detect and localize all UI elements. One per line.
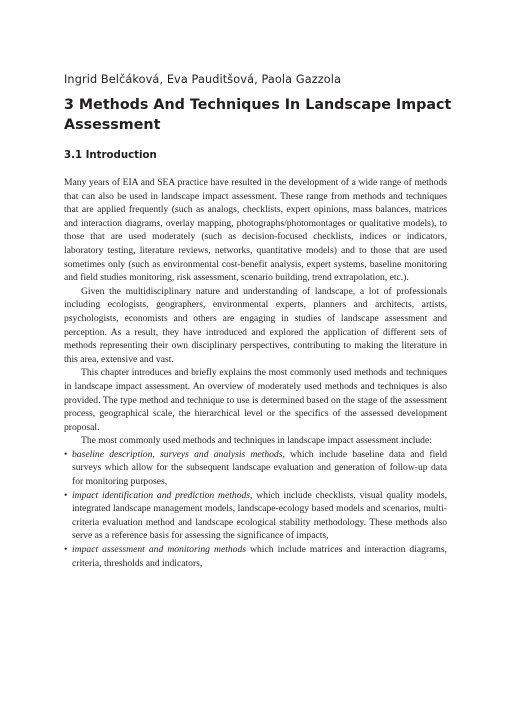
list-item	[64, 543, 447, 570]
paragraph: Given the multidisciplinary nature and understanding of landscape, a lot of professionals including ecologists, geographers, environmental experts, planners and architects, artists, psychologists, economists and others are engaging in studies of landscape assessment and perception. As a result, they have introduced and explored the application of different sets of methods representing their own disciplinary perspectives, contributing to making the literature in this area, extensive and vast.	[64, 285, 447, 365]
list-item-text: which include matrices and interaction diagrams, criteria, thresholds and indicators,	[72, 544, 447, 569]
list-item-term: baseline description, surveys and analysis methods	[72, 448, 283, 460]
list-item-text: , which include checklists, visual quality models, integrated landscape management models, landscape-ecology based models and scenarios, multi-criteria evaluation method and landscape ecological stability methodology. These methods also serve as a reference basis for assessing the significance of impacts,	[72, 489, 447, 542]
list-item-term: impact identification and prediction methods	[72, 489, 251, 501]
list-item	[64, 489, 447, 543]
section-heading: 3.1 Introduction	[64, 150, 157, 161]
list-item-text: , which include baseline data and field surveys which allow for the subsequent landscape evaluation and generation of follow-up data for monitoring purposes,	[72, 448, 447, 488]
paragraph: This chapter introduces and briefly explains the most commonly used methods and techniques in landscape impact assessment. An overview of moderately used methods and techniques is also provided. The type method and technique to use is determined based on the stage of the assessment process, geographical scale, the hierarchical level or the specifics of the assessed development proposal.	[64, 367, 447, 433]
bullet-icon: •	[64, 448, 68, 460]
chapter-title: 3 Methods And Techniques In Landscape Impact Assessment	[64, 97, 452, 133]
body-text	[64, 176, 447, 570]
paragraph: The most commonly used methods and techniques in landscape impact assessment include:	[81, 435, 432, 447]
bullet-icon: •	[64, 544, 68, 556]
list-item-term: impact assessment and monitoring methods	[72, 544, 247, 556]
bullet-icon: •	[64, 489, 68, 501]
bullet-list	[64, 448, 447, 570]
list-item	[64, 448, 447, 489]
author-line: Ingrid Belčáková, Eva Pauditšová, Paola Gazzola	[64, 73, 342, 86]
paragraph: Many years of EIA and SEA practice have resulted in the development of a wide range of methods that can also be used in landscape impact assessment. These range from methods and techniques that are applied frequently (such as analogs, checklists, expert opinions, mass balances, matrices and interaction diagrams, overlay mapping, photographs/photomontages or qualitative models), to those that are used moderately (such as decision-focused checklists, indices or indicators, laboratory testing, literature reviews, networks, quantitative models) and to those that are used sometimes only (such as environmental cost-benefit analysis, expert systems, baseline monitoring and field studies monitoring, risk assessment, scenario building, trend extrapolation, etc.).	[64, 177, 447, 284]
